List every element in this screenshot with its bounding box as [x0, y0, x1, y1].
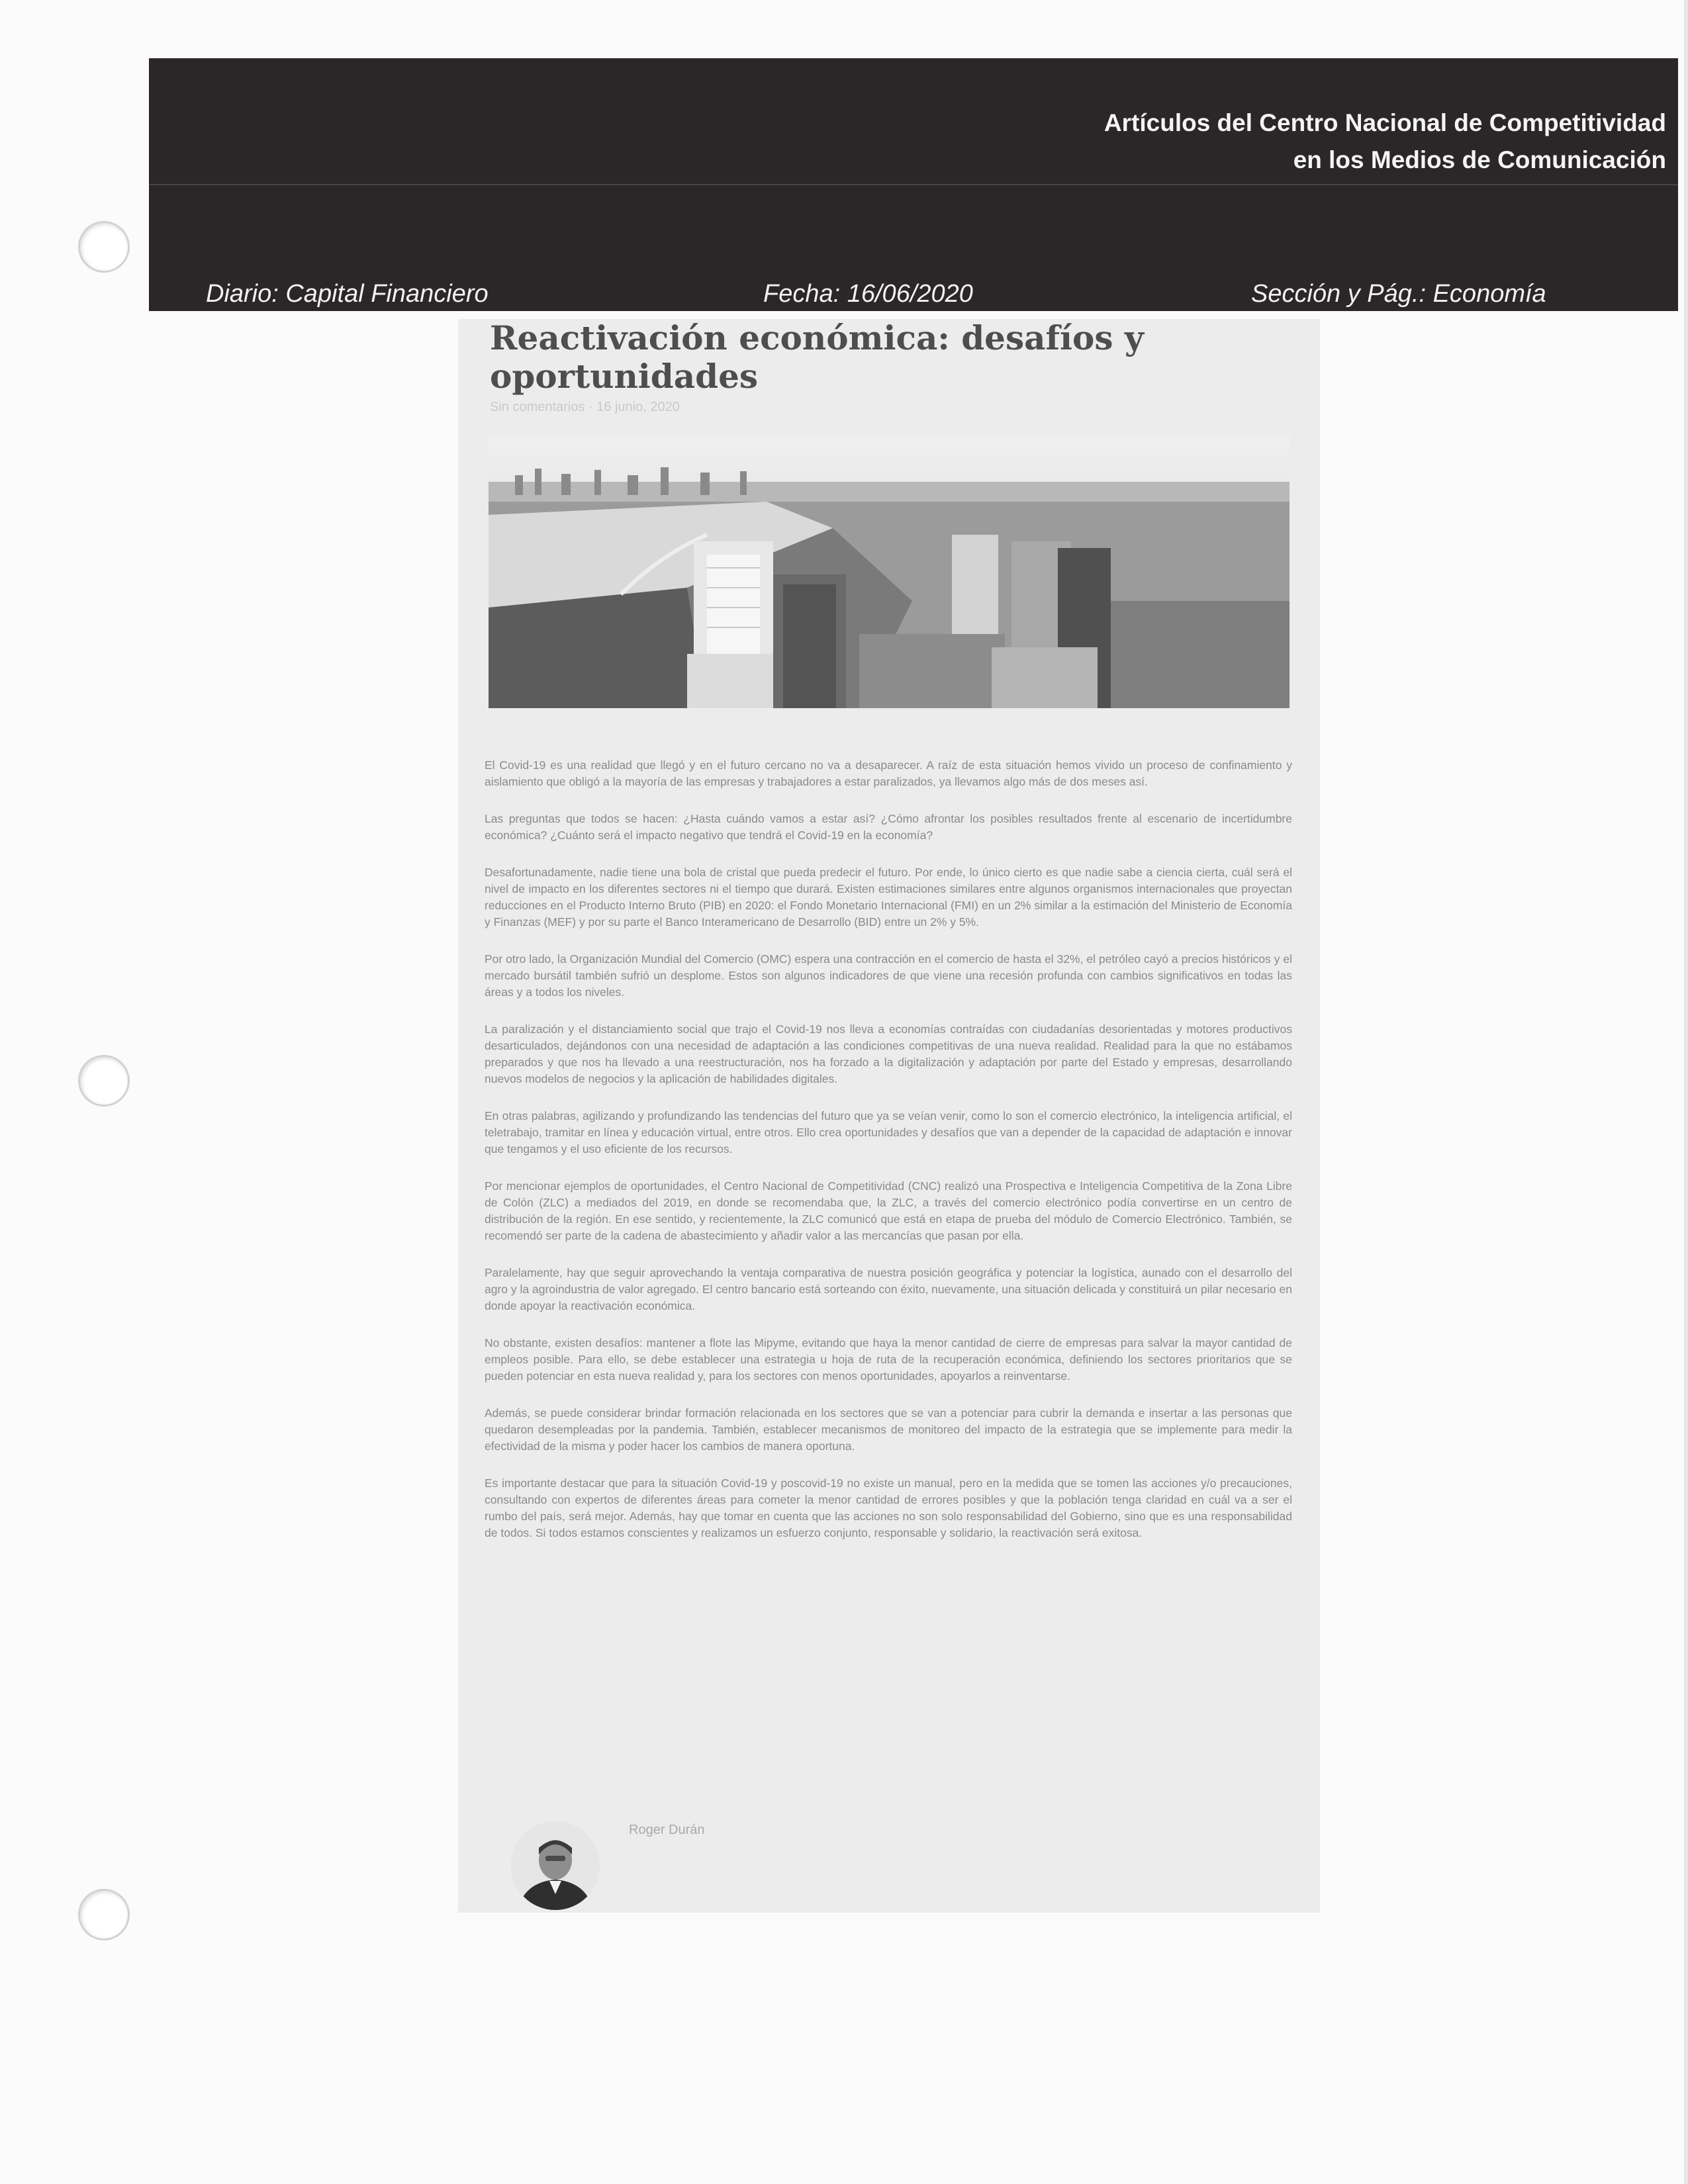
publication-date: Fecha: 16/06/2020 [763, 280, 973, 308]
paragraph: Por otro lado, la Organización Mundial del Comercio (OMC) espera una contracción en el comercio de hasta el 32%, el petróleo cayó a precios históricos y el mercado bursátil también sufrió un desplome. Estos son algunos indicadores de que viene una recesión profunda con cambios significativos en todas las áreas y a todos los niveles. [485, 952, 1292, 999]
headline-line2: oportunidades [490, 357, 759, 396]
punch-hole [78, 221, 130, 273]
paragraph: La paralización y el distanciamiento social que trajo el Covid-19 nos lleva a economías contraídas con ciudadanías desorientadas y motores productivos desarticulados, dejándonos con una necesidad de adaptación a las condiciones competitivas de una nueva realidad. Realidad para la que no estábamos preparados y que nos ha llevado a una reestructuración, nos ha forzado a la digitalización y adaptación por parte del Estado y empresas, desarrollando nuevos modelos de negocios y la aplicación de habilidades digitales. [485, 1023, 1292, 1085]
author-name: Roger Durán [629, 1823, 705, 1837]
paragraph: Las preguntas que todos se hacen: ¿Hasta cuándo vamos a estar así? ¿Cómo afrontar los posibles resultados frente al escenario de incertidumbre económica? ¿Cuánto será el impacto negativo que tendrá el Covid-19 en la economía? [485, 812, 1292, 842]
banner-title [1104, 105, 1666, 179]
article-clipping [458, 319, 1320, 1913]
paragraph: Es importante destacar que para la situación Covid-19 y poscovid-19 no existe un manual, pero en la medida que se tomen las acciones y/o precauciones, consultando con expertos de diferentes áreas para cometer la menor cantidad de errores posibles y que la población tenga claridad en cuál va a ser el rumbo del país, será mejor. Además, hay que tomar en cuenta que las acciones no son solo responsabilidad del Gobierno, sino que es una responsabilidad de todos. Si todos estamos conscientes y realizamos un esfuerzo conjunto, responsable y solidario, la reactivación será exitosa. [485, 1477, 1292, 1539]
article-body [485, 757, 1292, 1562]
article-byline: Sin comentarios · 16 junio, 2020 [490, 400, 680, 414]
paragraph: En otras palabras, agilizando y profundizando las tendencias del futuro que ya se veían venir, como lo son el comercio electrónico, la inteligencia artificial, el teletrabajo, tramitar en línea y educación virtual, entre otros. Ello crea oportunidades y desafíos que van a depender de la capacidad de adaptación e innovar que tengamos y el uso eficiente de los recursos. [485, 1109, 1292, 1156]
banner-title-line2: en los Medios de Comunicación [1293, 146, 1666, 173]
article-headline [490, 319, 1251, 396]
scan-edge [1684, 0, 1688, 2184]
paragraph: Desafortunadamente, nadie tiene una bola de cristal que pueda predecir el futuro. Por ende, lo único cierto es que nadie sabe a ciencia cierta, cuál será el nivel de impacto en los diferentes sectores ni el tiempo que durará. Existen estimaciones similares entre algunos organismos internacionales que proyectan reducciones en el Producto Interno Bruto (PIB) en 2020: el Fondo Monetario Internacional (FMI) en un 2% similar a la estimación del Ministerio de Economía y Finanzas (MEF) y por su parte el Banco Interamericano de Desarrollo (BID) entre un 2% y 5%. [485, 866, 1292, 929]
banner-title-line1: Artículos del Centro Nacional de Competitividad [1103, 109, 1666, 136]
paragraph: Además, se puede considerar brindar formación relacionada en los sectores que se van a potenciar para cubrir la demanda e insertar a las personas que quedaron desempleadas por la pandemia. También, establecer mecanismos de monitoreo del impacto de la estrategia que se implemente para medir la efectividad de la misma y poder hacer los cambios de manera oportuna. [485, 1406, 1292, 1453]
paragraph: Por mencionar ejemplos de oportunidades, el Centro Nacional de Competitividad (CNC) realizó una Prospectiva e Inteligencia Competitiva de la Zona Libre de Colón (ZLC) a mediados del 2019, en donde se recomendaba que, la ZLC, a través del comercio electrónico podía convertirse en un centro de distribución de la región. En ese sentido, y recientemente, la ZLC comunicó que está en etapa de prueba del módulo de Comercio Electrónico. También, se recomendó ser parte de la cadena de abastecimiento y añadir valor a las mercancías que pasan por ella. [485, 1179, 1292, 1242]
city-skyline-photo [489, 435, 1289, 708]
paragraph: Paralelamente, hay que seguir aprovechando la ventaja comparativa de nuestra posición geográfica y potenciar la logística, aunado con el desarrollo del agro y la agroindustria de valor agregado. El centro bancario está sorteando con éxito, nuevamente, una situación delicada y constituirá un pilar necesario en donde apoyar la reactivación económica. [485, 1266, 1292, 1312]
headline-line1: Reactivación económica: desafíos y [490, 318, 1144, 357]
paragraph: No obstante, existen desafíos: mantener a flote las Mipyme, evitando que haya la menor cantidad de cierre de empresas para salvar la mayor cantidad de empleos posible. Para ello, se debe establecer una estrategia u hoja de ruta de la recuperación económica, definiendo los sectores prioritarios que se pueden potenciar en esta nueva realidad y, para los sectores con menos oportunidades, apoyarlos a reinventarse. [485, 1336, 1292, 1383]
punch-hole [78, 1889, 130, 1940]
punch-hole [78, 1055, 130, 1107]
header-banner [149, 58, 1678, 311]
paragraph: El Covid-19 es una realidad que llegó y en el futuro cercano no va a desaparecer. A raíz de esta situación hemos vivido un proceso de confinamiento y aislamiento que obligó a la mayoría de las empresas y trabajadores a estar paralizados, ya llevamos algo más de dos meses así. [485, 758, 1292, 788]
section-page: Sección y Pág.: Economía [1251, 280, 1546, 308]
newspaper-name: Diario: Capital Financiero [206, 280, 489, 308]
author-avatar [511, 1821, 600, 1910]
banner-divider [149, 184, 1678, 185]
